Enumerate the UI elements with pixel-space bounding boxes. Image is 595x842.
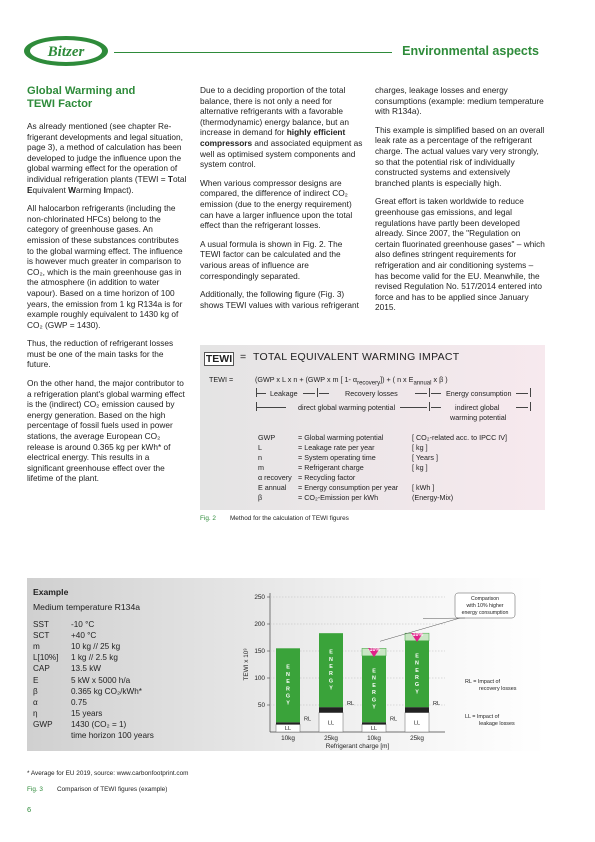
y-tick-label: 150 (254, 648, 265, 655)
bar-energy-letter: E (286, 664, 290, 671)
bar-label-rl: RL (433, 701, 441, 708)
example-param-value: 0.75 (71, 697, 87, 707)
bar-recovery-losses (319, 707, 343, 712)
example-param-key: m (33, 642, 40, 652)
bar-energy-letter: R (286, 686, 290, 693)
comparison-note-text: with 10% higher (466, 603, 504, 609)
paragraph: This example is simplified based on an overall leak rate as a percentage of the refrigerant charge. The actual values vary very strongly, so that the potential risk of individually constructed systems and extensively branched plants is especially high. (375, 124, 545, 188)
paragraph: Great effort is taken worldwide to reduce greenhouse gas emissions, and legal regulations have partly been developed already. Since 2007, the "Regulation on certain fluorinated greenhouse gases" – which also defines stringent requirements for refrigeration and air conditioning systems – has become valid for the EU. Meanwhile, the revised Regulation No. 517/2014 entered into force and has to be applied since January 2015. (375, 196, 545, 313)
bar-energy-letter: E (415, 653, 419, 660)
bar-label-ll: LL (284, 726, 292, 733)
example-param-value: 15 years (71, 708, 103, 718)
bar-label-ll: LL (413, 720, 421, 727)
label-direct-gwp: direct global warming potential (298, 403, 396, 412)
svg-text:Bitzer: Bitzer (47, 44, 85, 60)
y-tick-label: 250 (254, 594, 265, 601)
bar-energy-letter: Y (329, 685, 333, 692)
example-param-key: SCT (33, 631, 50, 641)
bar-energy-letter: N (415, 660, 419, 667)
definition-unit: [ kg ] (412, 443, 428, 452)
definition-sym: m (258, 463, 264, 472)
bar-recovery-losses (405, 707, 429, 712)
label-indirect-gwp-1: indirect global (455, 403, 500, 412)
definition-unit: [ kg ] (412, 463, 428, 472)
fig3-caption: Fig. 3 Comparison of TEWI figures (example) (27, 786, 168, 793)
x-tick-label: 10kg (367, 735, 381, 742)
bar-energy-letter: G (328, 678, 334, 685)
example-param-key: E (33, 675, 39, 685)
paragraph: Due to a deciding proportion of the total balance, there is not only a need for alternative refrigerants with a favorable (thermodynamic) energy balance, but an increase in demand for highly efficient compressors and associated equipment as well as optimised system components and system control. (200, 85, 363, 170)
definition-desc: = System operating time (298, 453, 376, 462)
paragraph: A usual formula is shown in Fig. 2. The TEWI factor can be calculated and the various areas of influence are correspondingly separated. (200, 238, 343, 281)
bar-energy-letter: N (372, 675, 376, 682)
bar-energy-letter: G (371, 697, 377, 704)
bar-energy-letter: R (329, 671, 333, 678)
bar-energy-letter: E (372, 682, 376, 689)
example-param-value: 0.365 kg CO₂/kWh* (71, 686, 142, 696)
bar-energy-letter: E (329, 649, 333, 656)
definition-sym: β (258, 493, 263, 502)
definition-unit: [ Years ] (412, 453, 438, 462)
bar-energy-letter: Y (286, 700, 290, 707)
bar-energy-letter: R (415, 674, 419, 681)
bar-energy-letter: Y (372, 704, 376, 711)
paragraph: charges, leakage losses and energy consumptions (example: medium temperature with R134a). (375, 85, 544, 117)
formula: (GWP x L x n + (GWP x m [ 1- $\alpha_{recovery}$]) + ( n x $E_{annual}$ x β ) (255, 375, 448, 387)
definition-desc: = Refrigerant charge (298, 463, 364, 472)
example-param-key: SST (33, 620, 49, 629)
savings-label: -10% (367, 647, 381, 654)
definition-desc: = CO₂-Emission per kWh (298, 493, 379, 502)
example-param-value: 5 kW x 5000 h/a (71, 675, 131, 685)
label-recovery-losses: Recovery losses (345, 389, 398, 398)
legend-rl: RL = Impact of (465, 679, 501, 685)
bar-energy-letter: Y (415, 689, 419, 696)
title-line-2: TEWI Factor (27, 98, 93, 110)
example-subtitle: Medium temperature R134a (33, 602, 140, 612)
page-number: 6 (27, 805, 32, 814)
fig2-caption: Fig. 2 Method for the calculation of TEWI figures (200, 515, 349, 522)
definition-sym: n (258, 453, 262, 462)
bar-label-rl: RL (347, 701, 355, 708)
example-param-key: CAP (33, 664, 50, 674)
tewi-equals: = (240, 351, 247, 363)
definition-sym: E annual (258, 483, 287, 492)
bar-label-rl: RL (304, 716, 312, 723)
x-tick-label: 25kg (324, 735, 338, 742)
example-param-key: β (33, 686, 38, 696)
example-param-value: time horizon 100 years (71, 731, 154, 740)
bar-energy-letter: N (329, 656, 333, 663)
example-param-key: α (33, 697, 38, 707)
paragraph: As already mentioned (see chapter Re-frigerant developments and legal situation, page 3), a method of calculation has been developed to judge the influence upon the global warming effect for the operation of individual refrigeration plants (TEWI = Total Equivalent Warming Impact). (27, 121, 187, 195)
x-tick-label: 25kg (410, 735, 424, 742)
label-leakage: Leakage (270, 389, 298, 398)
tewi-heading: TOTAL EQUIVALENT WARMING IMPACT (253, 351, 460, 363)
example-param-value: -10 °C (71, 620, 95, 629)
label-energy-consumption: Energy consumption (446, 389, 512, 398)
bar-energy-letter: E (372, 668, 376, 675)
x-tick-label: 10kg (281, 735, 295, 742)
definition-sym: L (258, 443, 262, 452)
legend-ll: LL = Impact of (465, 714, 500, 720)
bar-energy-letter: R (372, 690, 376, 697)
bar-recovery-losses (276, 722, 300, 724)
paragraph: On the other hand, the major contributor to a refrigeration plant's global warming effect is the (indirect) CO₂ emission caused by energy generation. Based on the high percentage of fossil fuels used in power stations, the average European CO₂ release is around 0.365 kg per kWh* of electrical energy. This results in a significant greenhouse effect over the lifetime of the plant. (27, 378, 185, 484)
paragraph: Thus, the reduction of refrigerant losses must be one of the main tasks for the future. (27, 338, 174, 370)
bar-energy (319, 633, 343, 707)
bar-energy (362, 656, 386, 722)
definition-unit: (Energy-Mix) (412, 493, 454, 502)
y-tick-label: 100 (254, 675, 265, 682)
paragraph: Additionally, the following figure (Fig. 3) shows TEWI values with various refrigerant (200, 289, 359, 310)
y-tick-label: 200 (254, 621, 265, 628)
bar-energy-letter: N (286, 671, 290, 678)
definition-desc: = Global warming potential (298, 433, 384, 442)
example-param-key: GWP (33, 719, 53, 729)
example-param-value: 13.5 kW (71, 664, 102, 674)
definition-unit: [ kWh ] (412, 483, 435, 492)
label-indirect-gwp-2: warming potential (450, 413, 507, 422)
legend-ll-cont: leakage losses (479, 721, 515, 727)
definition-desc: = Leakage rate per year (298, 443, 375, 452)
definition-sym: GWP (258, 433, 276, 442)
bar-energy-letter: G (285, 693, 291, 700)
tewi-label: TEWI (205, 353, 233, 365)
example-param-key: η (33, 708, 38, 718)
comparison-note-text: Comparison (471, 596, 499, 602)
example-title: Example (33, 587, 69, 597)
bar-label-rl: RL (390, 716, 398, 723)
bar-energy (276, 648, 300, 722)
example-param-value: 1 kg // 2.5 kg (71, 653, 118, 663)
example-param-value: 1430 (CO₂ = 1) (71, 719, 127, 729)
paragraph: All halocarbon refrigerants (including the non-chlorinated HFCs) belong to the category of greenhouse gases. An emission of these substances contributes to the global warming effect. The influence is however much greater in comparison to CO₂, which is the main greenhouse gas in the atmosphere (in addition to water vapour). Based on a time horizon of 100 years, the emission from 1 kg R134a is for example roughly equivalent to 1430 kg of CO₂ (GWP = 1430). (27, 203, 183, 330)
bar-label-ll: LL (370, 726, 378, 733)
bar-label-ll: LL (327, 720, 335, 727)
savings-label: -10% (410, 631, 424, 638)
comparison-note-text: energy consumption (461, 610, 509, 616)
definition-sym: α recovery (258, 473, 292, 482)
example-param-value: 10 kg // 25 kg (71, 642, 121, 652)
page-section-title: Environmental aspects (402, 44, 539, 58)
bar-energy-letter: G (414, 682, 420, 689)
title-line-1: Global Warming and (27, 85, 136, 97)
bar-energy-letter: E (286, 679, 290, 686)
footnote: * Average for EU 2019, source: www.carbonfootprint.com (27, 770, 189, 777)
y-axis-label: TEWI x 10³ (243, 648, 250, 681)
x-axis-label: Refrigerant charge [m] (325, 743, 390, 750)
bar-recovery-losses (362, 722, 386, 724)
formula-lhs: TEWI = (209, 375, 234, 384)
example-param-value: +40 °C (71, 631, 97, 641)
legend-rl-cont: recovery losses (479, 686, 517, 692)
example-param-key: L[10%] (33, 653, 59, 663)
definition-desc: = Energy consumption per year (298, 483, 399, 492)
bar-energy (405, 641, 429, 707)
bar-energy-letter: E (415, 667, 419, 674)
definition-desc: = Recycling factor (298, 473, 356, 482)
paragraph: When various compressor designs are compared, the difference of indirect CO₂ emission (due to the energy requirement) can have a larger influence upon the total effect than the refrigerant losses. (200, 177, 353, 231)
y-tick-label: 50 (257, 702, 265, 709)
definition-unit: [ CO₂-related acc. to IPCC IV] (412, 433, 508, 442)
bar-energy-letter: E (329, 663, 333, 670)
